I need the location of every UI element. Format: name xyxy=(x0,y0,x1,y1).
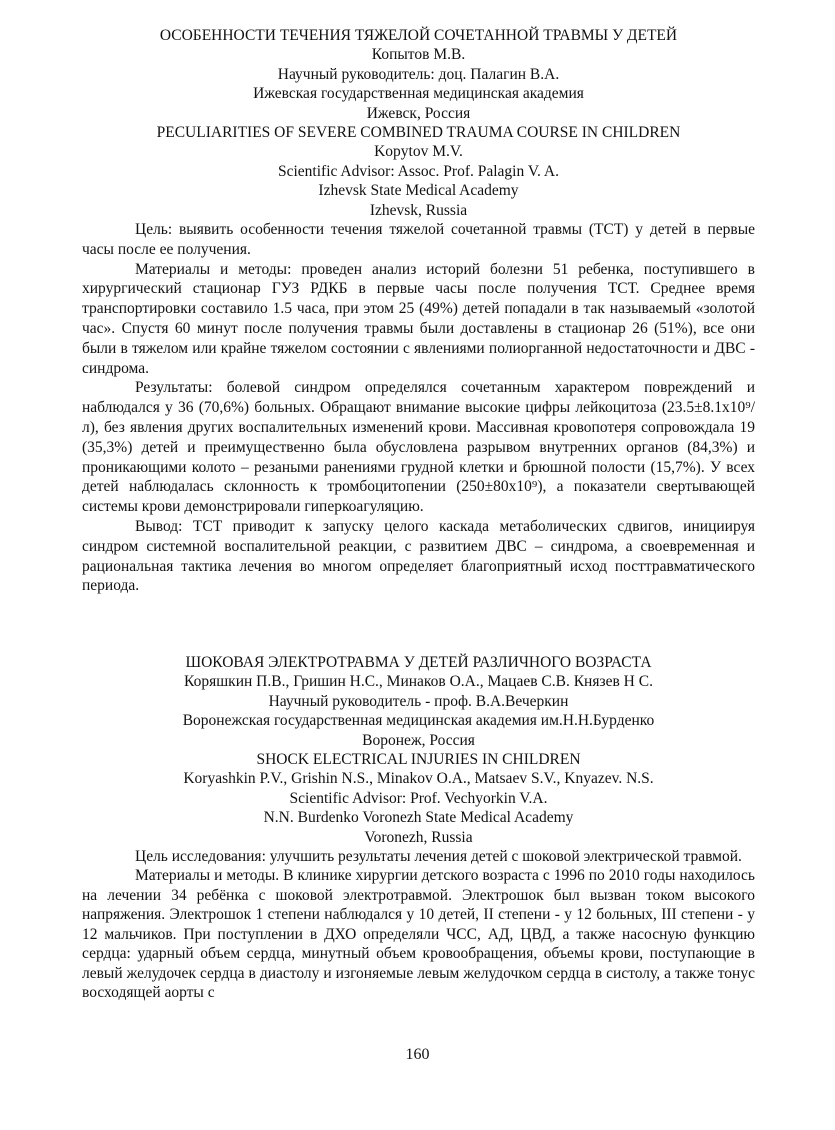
city-en: Voronezh, Russia xyxy=(364,828,473,846)
institution-en: Izhevsk State Medical Academy xyxy=(318,182,519,200)
conclusion-paragraph: Вывод: ТСТ приводит к запуску целого каскада метаболических сдвигов, инициируя синдром системной воспалительной реакции, с развитием ДВС – синдрома, а своевременная и рациональная тактика лечения во многом определяет благоприятный исход посттравматического периода. xyxy=(82,518,755,595)
authors-ru: Коряшкин П.В., Гришин Н.С., Минаков О.А., Мацаев С.В. Князев Н С. xyxy=(184,673,653,691)
city-ru: Ижевск, Россия xyxy=(366,104,471,122)
title-en: PECULIARITIES OF SEVERE COMBINED TRAUMA COURSE IN CHILDREN xyxy=(156,124,681,142)
title-ru: ШОКОВАЯ ЭЛЕКТРОТРАВМА У ДЕТЕЙ РАЗЛИЧНОГО ВОЗРАСТА xyxy=(185,654,652,671)
advisor-ru: Научный руководитель - проф. В.А.Вечеркин xyxy=(268,692,569,710)
abstract-severe-combined-trauma xyxy=(82,26,755,596)
city-en: Izhevsk, Russia xyxy=(369,201,468,219)
advisor-ru: Научный руководитель: доц. Палагин В.А. xyxy=(277,65,560,83)
results-paragraph: Результаты: болевой синдром определялся сочетанным характером повреждений и наблюдался у 36 (70,6%) больных. Обращают внимание высокие цифры лейкоцитоза (23.5±8.1х10⁹/л), без явления других воспалительных изменений крови. Массивная кровопотеря сопровождала 19 (35,3%) детей и преимущественно была обусловлена разрывом внутренних органов (84,3%) и проникающими колото – резаными ранениями грудной клетки и брюшной полости (15,7%). У всех детей наблюдалась склонность к тромбоцитопении (250±80х10⁹), а показатели свертывающей системы крови демонстрировали гиперкоагуляцию. xyxy=(82,379,755,516)
methods-paragraph: Материалы и методы: проведен анализ историй болезни 51 ребенка, поступившего в хирургический стационар ГУЗ РДКБ в первые часы после получения ТСТ. Среднее время транспортировки составило 1.5 часа, при этом 25 (49%) детей попадали в так называемый «золотой час». Спустя 60 минут после получения травмы были доставлены в стационар 26 (51%), все они были в тяжелом или крайне тяжелом состоянии с явлениями полиорганной недостаточности и ДВС - синдрома. xyxy=(82,260,755,377)
institution-ru: Ижевская государственная медицинская академия xyxy=(253,85,584,103)
methods-paragraph: Материалы и методы. В клинике хирургии детского возраста с 1996 по 2010 годы находилось на лечении 34 ребёнка с шоковой электротравмой. Электрошок был вызван током высокого напряжения. Электрошок 1 степени наблюдался у 10 детей, II степени - у 12 больных, III степени - у 12 мальчиков. При поступлении в ДХО определяли ЧСС, АД, ЦВД, а также насосную функцию сердца: ударный объем сердца, минутный объем кровообращения, объемы крови, поступающие в левый желудочек сердца в диастолу и изгоняемые левым желудочком сердца в систолу, а также тонус восходящей аорты с xyxy=(82,867,755,1001)
author-en: Kopytov M.V. xyxy=(374,143,463,161)
authors-en: Koryashkin P.V., Grishin N.S., Minakov O.A., Matsaev S.V., Knyazev. N.S. xyxy=(183,770,654,788)
title-ru: ОСОБЕННОСТИ ТЕЧЕНИЯ ТЯЖЕЛОЙ СОЧЕТАННОЙ ТРАВМЫ У ДЕТЕЙ xyxy=(159,27,678,44)
institution-ru: Воронежская государственная медицинская академия им.Н.Н.Бурденко xyxy=(182,712,655,730)
advisor-en: Scientific Advisor: Assoc. Prof. Palagin V. A. xyxy=(277,162,559,180)
advisor-en: Scientific Advisor: Prof. Vechyorkin V.A. xyxy=(289,789,548,807)
author-ru: Копытов М.В. xyxy=(371,46,466,64)
goal-paragraph: Цель исследования: улучшить результаты лечения детей с шоковой электрической травмой. xyxy=(135,848,742,866)
goal-paragraph: Цель: выявить особенности течения тяжелой сочетанной травмы (ТСТ) у детей в первые часы после ее получения. xyxy=(82,221,755,258)
abstract-shock-electrical-injuries xyxy=(82,653,755,1002)
institution-en: N.N. Burdenko Voronezh State Medical Academy xyxy=(263,809,574,827)
page-number: 160 xyxy=(405,1046,430,1063)
city-ru: Воронеж, Россия xyxy=(362,731,475,749)
title-en: SHOCK ELECTRICAL INJURIES IN CHILDREN xyxy=(256,751,581,769)
